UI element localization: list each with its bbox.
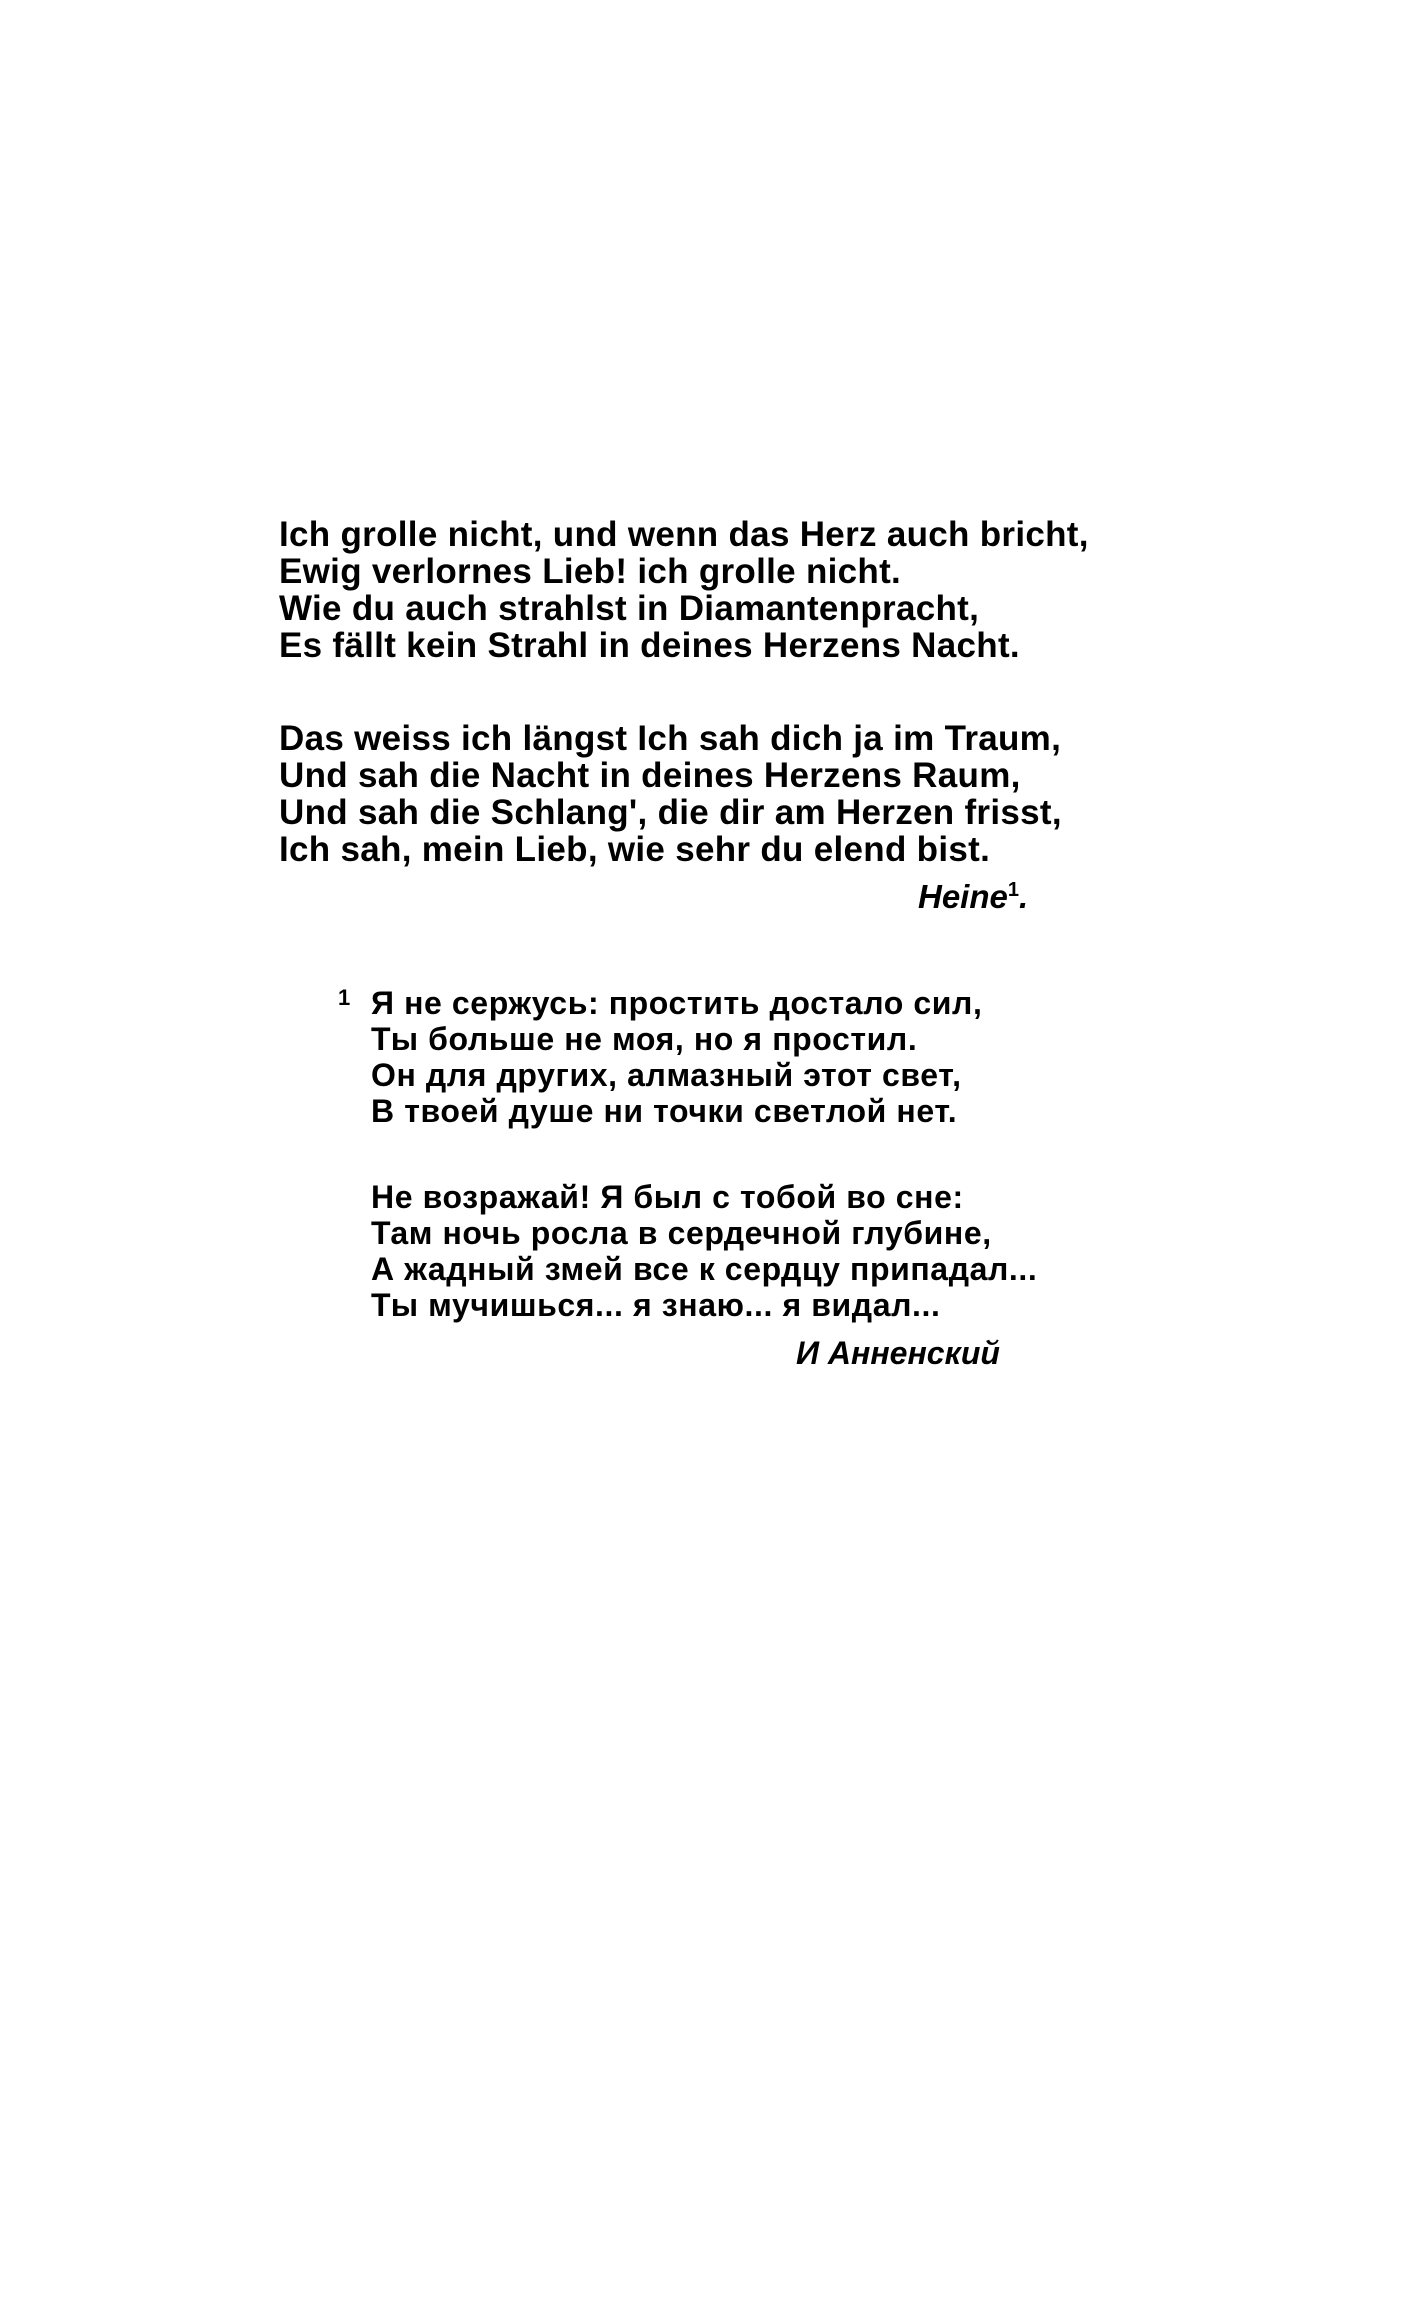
poem-line: Es fällt kein Strahl in deines Herzens Nacht. bbox=[279, 626, 1020, 665]
translation-line: В твоей душе ни точки светлой нет. bbox=[371, 1093, 958, 1129]
author-name: Heine bbox=[918, 878, 1008, 915]
poem-line: Das weiss ich längst Ich sah dich ja im Traum, bbox=[279, 719, 1062, 758]
translation-stanza-1 bbox=[371, 985, 1083, 1129]
author-signature bbox=[918, 878, 1028, 916]
poem-line: Und sah die Schlang', die dir am Herzen frisst, bbox=[279, 793, 1062, 832]
footnote-reference: 1 bbox=[1007, 879, 1019, 901]
translation-line: Ты мучишься... я знаю... я видал... bbox=[371, 1287, 941, 1323]
translation-line: Не возражай! Я был с тобой во сне: bbox=[371, 1179, 964, 1215]
poem-line: Ich sah, mein Lieb, wie sehr du elend bist. bbox=[279, 830, 991, 869]
poem-heine bbox=[279, 515, 1089, 869]
translation-line: Я не сержусь: простить достало сил, bbox=[371, 985, 983, 1021]
poem-stanza-2 bbox=[279, 719, 1062, 869]
poem-line: Ewig verlornes Lieb! ich grolle nicht. bbox=[279, 552, 902, 591]
poem-line: Ich grolle nicht, und wenn das Herz auch bricht, bbox=[279, 515, 1089, 554]
footnote-translation bbox=[338, 985, 1083, 1323]
translation-line: Там ночь росла в сердечной глубине, bbox=[371, 1215, 992, 1251]
translation-line: А жадный змей все к сердцу припадал... bbox=[371, 1251, 1038, 1287]
translation-line: Он для других, алмазный этот свет, bbox=[371, 1057, 962, 1093]
translator-signature: И Анненский bbox=[796, 1335, 1000, 1371]
poem-stanza-1 bbox=[279, 515, 1089, 665]
translation-stanza-2 bbox=[371, 1179, 1083, 1323]
footnote-stanzas bbox=[371, 985, 1083, 1323]
translation-line: Ты больше не моя, но я простил. bbox=[371, 1021, 918, 1057]
poem-line: Und sah die Nacht in deines Herzens Raum, bbox=[279, 756, 1021, 795]
footnote-marker: 1 bbox=[338, 985, 351, 1010]
author-suffix: . bbox=[1019, 878, 1029, 915]
poem-line: Wie du auch strahlst in Diamantenpracht, bbox=[279, 589, 980, 628]
